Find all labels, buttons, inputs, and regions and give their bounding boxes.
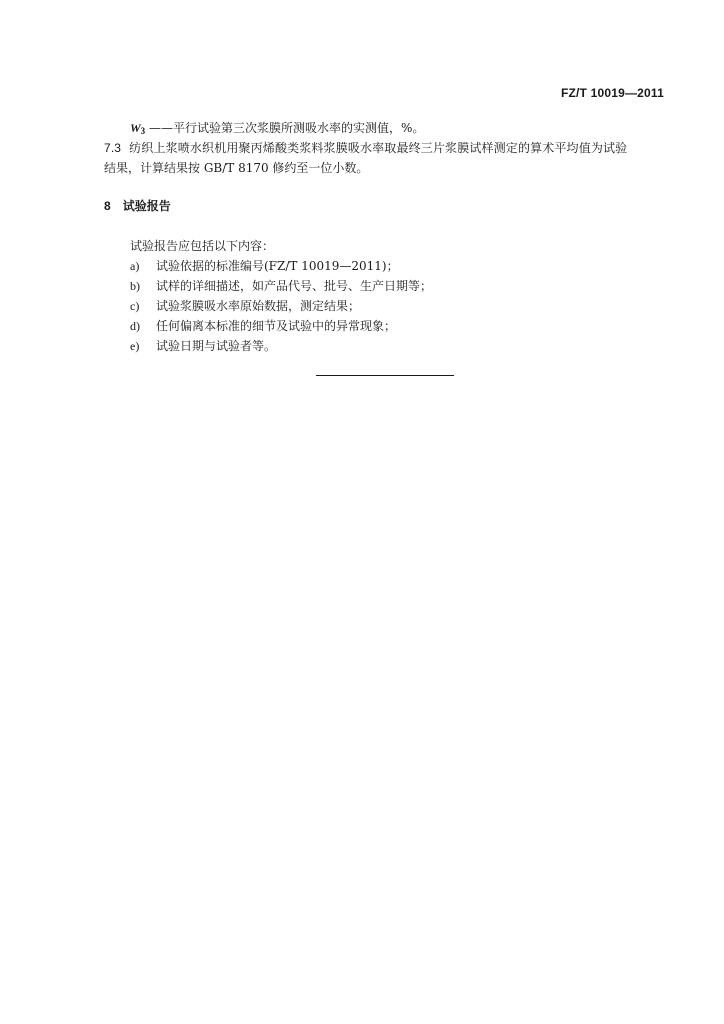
list-item-marker: b)	[130, 279, 140, 293]
list-item-text: 试样的详细描述，如产品代号、批号、生产日期等；	[156, 279, 433, 293]
clause-number: 7.3	[104, 141, 122, 155]
variable-symbol: W3	[130, 121, 146, 136]
list-item-text: 试验浆膜吸水率原始数据，测定结果；	[156, 299, 361, 313]
list-item-marker: c)	[130, 299, 140, 313]
clause-7-3-line2: 结果，计算结果按 GB/T 8170 修约至一位小数。	[104, 161, 369, 175]
list-item	[130, 256, 432, 276]
report-contents-list	[130, 256, 432, 356]
section-title: 试验报告	[122, 199, 171, 213]
list-item-marker: a)	[130, 259, 140, 273]
section-number: 8	[104, 199, 111, 213]
section-8-heading	[104, 196, 171, 216]
list-item-text: 试验日期与试验者等。	[156, 339, 277, 353]
list-item	[130, 336, 432, 356]
standard-code-header: FZ/T 10019—2011	[560, 86, 664, 100]
list-item-marker: d)	[130, 319, 140, 333]
clause-7-3-line1	[104, 138, 672, 158]
variable-definition-text: ——平行试验第三次浆膜所测吸水率的实测值，%。	[149, 121, 425, 135]
list-item	[130, 276, 432, 296]
list-item-text: 试验依据的标准编号(FZ/T 10019—2011)；	[156, 259, 399, 273]
list-item	[130, 296, 432, 316]
list-item-marker: e)	[130, 339, 140, 353]
clause-text: 纺织上浆喷水织机用聚丙烯酸类浆料浆膜吸水率取最终三片浆膜试样测定的算术平均值为试验	[129, 141, 628, 155]
list-item	[130, 316, 432, 336]
clause-7-3	[104, 138, 672, 178]
variable-subscript: 3	[140, 126, 146, 136]
end-of-standard-rule	[316, 375, 454, 376]
list-item-text: 任何偏离本标准的细节及试验中的异常现象；	[156, 319, 397, 333]
section-8-intro: 试验报告应包括以下内容：	[130, 239, 275, 253]
